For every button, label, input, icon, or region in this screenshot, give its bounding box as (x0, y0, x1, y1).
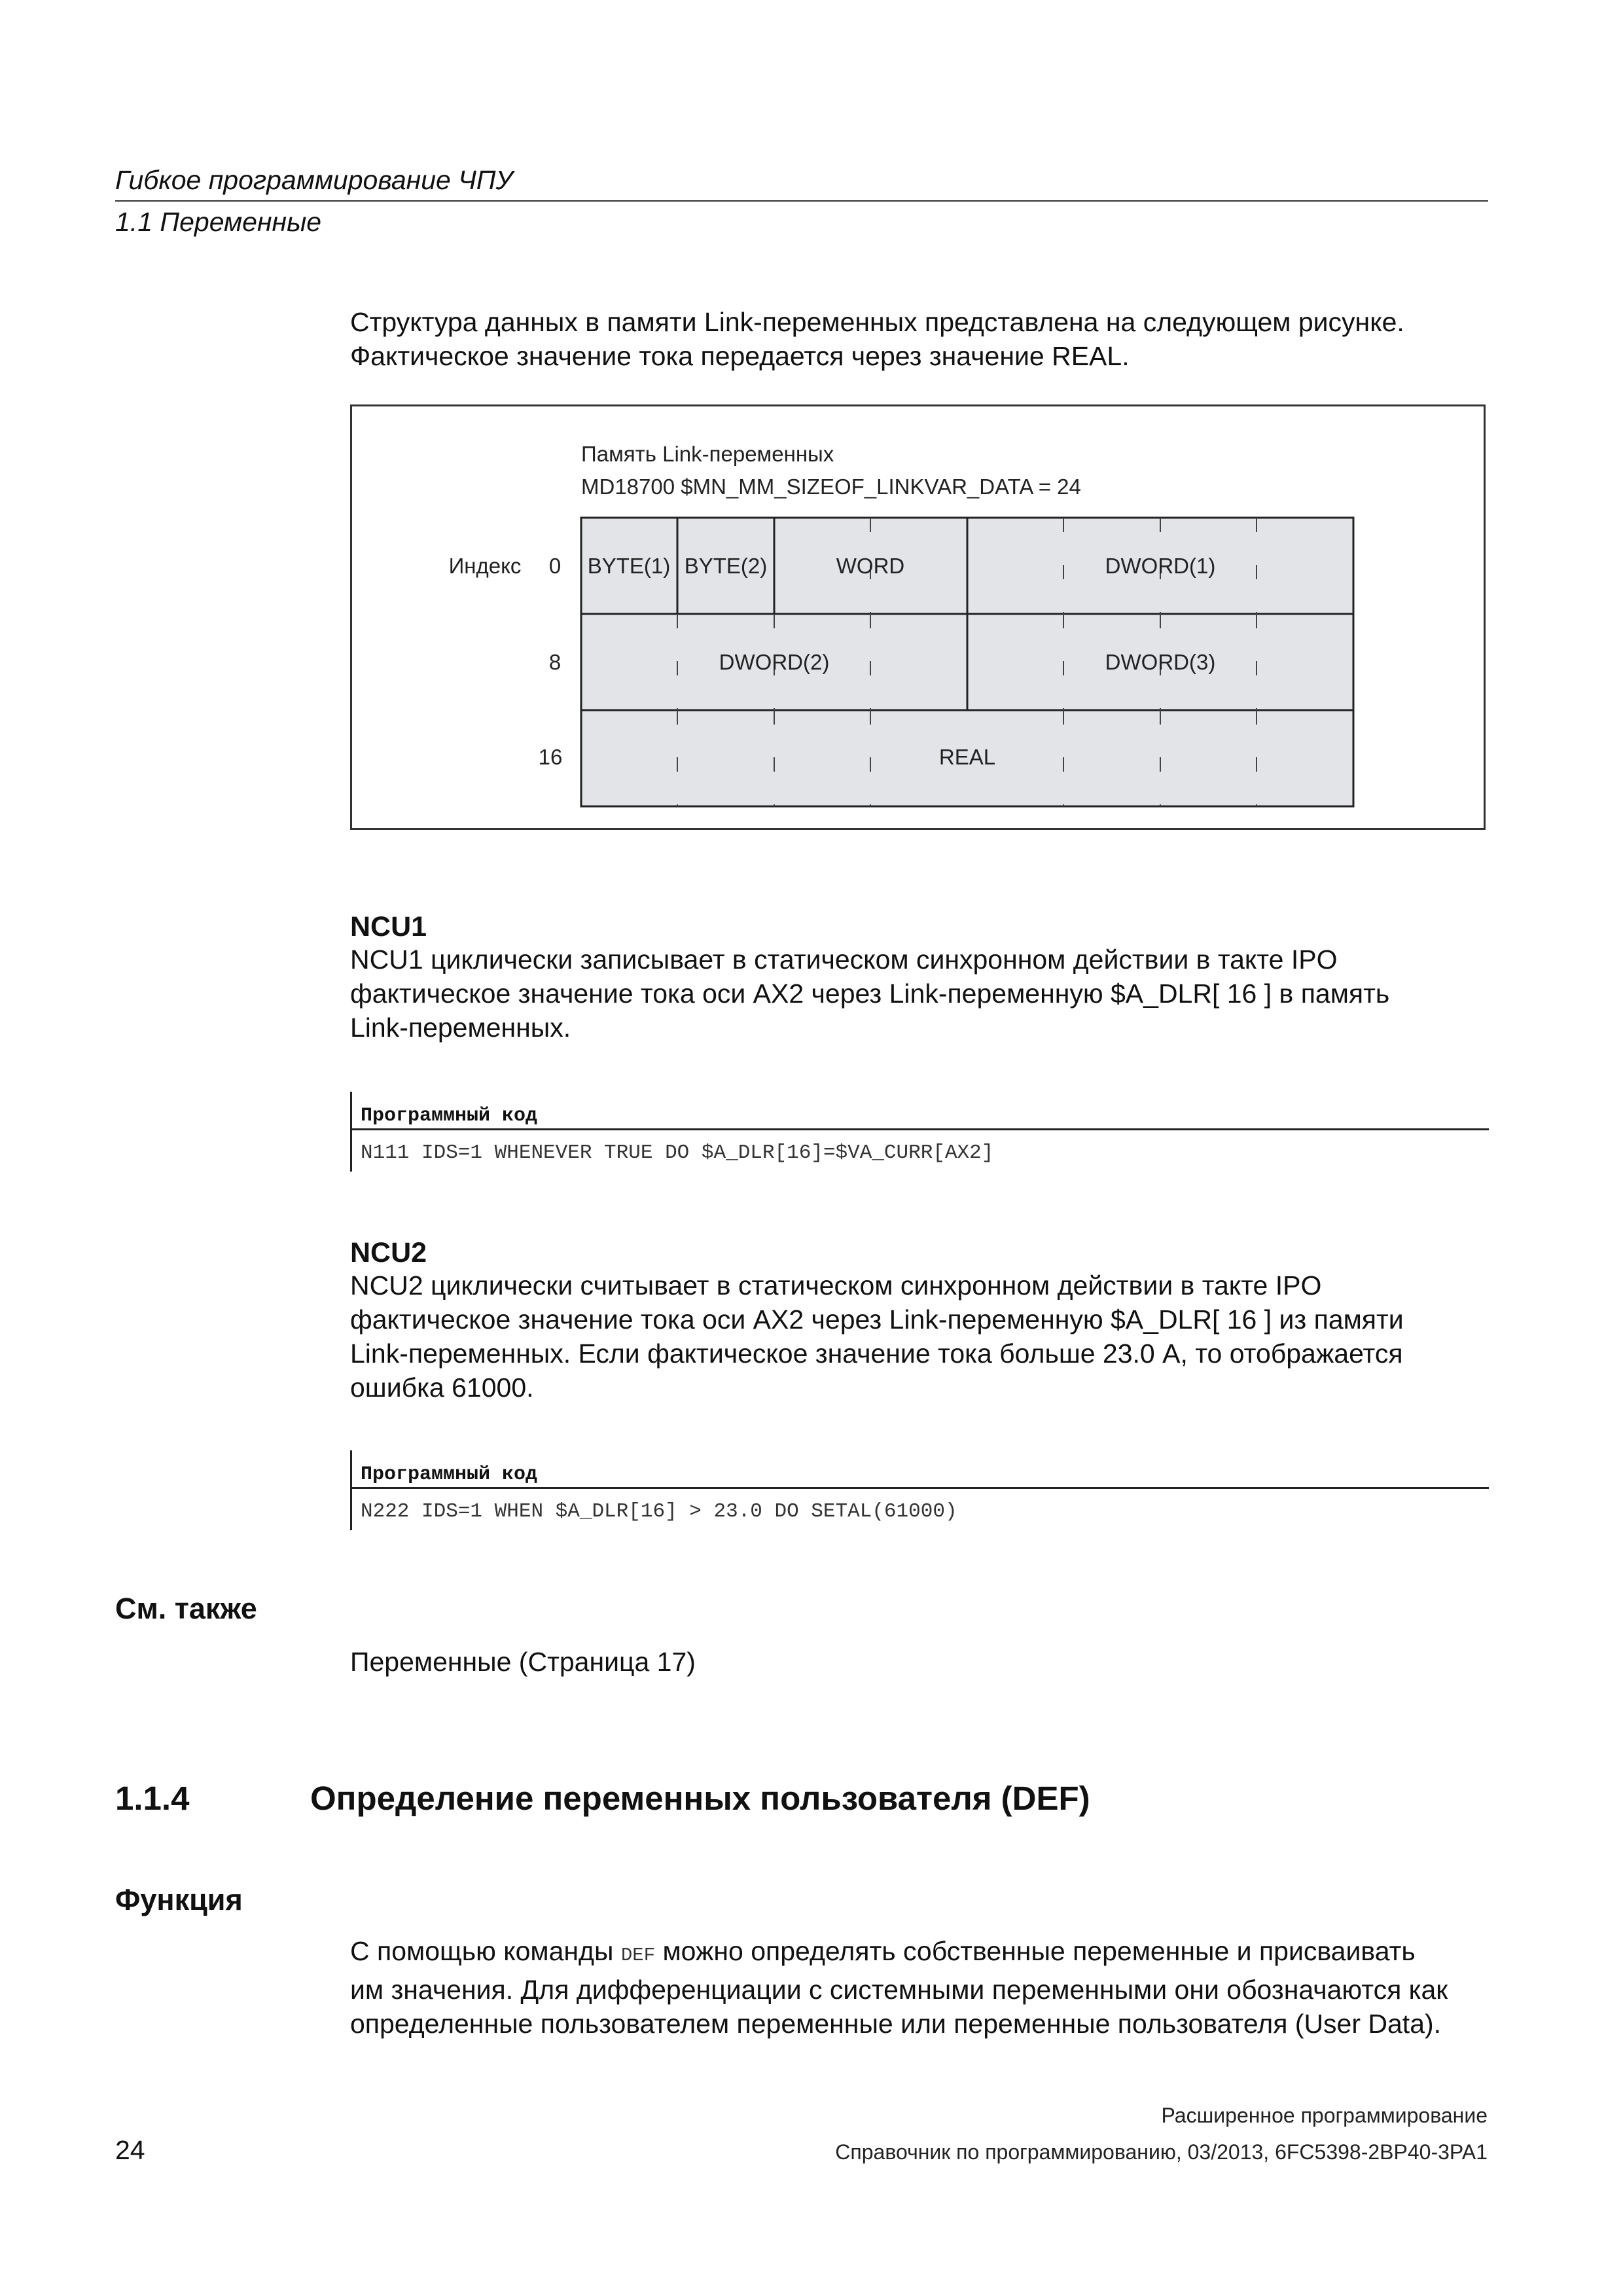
link-memory-figure (350, 404, 1486, 830)
running-header-title: Гибкое программирование ЧПУ (115, 165, 513, 195)
intro-line-1: Структура данных в памяти Link-переменных представлена на следующем рисунке. (350, 307, 1404, 337)
cell-byte2: BYTE(2) (684, 554, 768, 578)
link-memory-diagram (352, 406, 1484, 828)
row-index-8: 8 (548, 650, 562, 674)
code-block-bar (350, 1092, 352, 1172)
index-label: Индекс (448, 554, 522, 578)
figure-md-line: MD18700 $MN_MM_SIZEOF_LINKVAR_DATA = 24 (581, 475, 1081, 499)
ncu2-code-title: Программный код (361, 1463, 538, 1486)
cell-word: WORD (836, 554, 905, 578)
ncu2-line-4: ошибка 61000. (350, 1372, 534, 1403)
ncu2-line-1: NCU2 циклически считывает в статическом синхронном действии в такте IPO (350, 1270, 1322, 1300)
function-paragraph (350, 1934, 1489, 2041)
ncu1-paragraph (350, 942, 1489, 1045)
cell-dword3: DWORD(3) (1105, 650, 1216, 674)
section-number: 1.1.4 (115, 1780, 190, 1817)
header-rule (115, 200, 1488, 202)
def-keyword: DEF (620, 1945, 656, 1966)
code-block-bar (350, 1450, 352, 1530)
code-title-rule (352, 1487, 1489, 1489)
function-line-3: определенные пользователем переменные или переменные пользователя (User Data). (350, 2009, 1442, 2039)
ncu1-code-block (350, 1092, 1489, 1172)
ncu2-code-line: N222 IDS=1 WHEN $A_DLR[16] > 23.0 DO SETAL(61000) (361, 1500, 957, 1523)
running-header-section: 1.1 Переменные (115, 207, 322, 237)
ncu1-line-3: Link-переменных. (350, 1013, 571, 1043)
see-also-link[interactable]: Переменные (Страница 17) (350, 1647, 696, 1677)
section-title: Определение переменных пользователя (DEF) (310, 1780, 1090, 1817)
cell-dword1: DWORD(1) (1105, 554, 1216, 578)
function-line-1 (350, 1934, 1489, 1973)
ncu2-code-block (350, 1450, 1489, 1530)
function-line-1-pre: С помощью команды (350, 1936, 621, 1966)
ncu1-line-1: NCU1 циклически записывает в статическом синхронном действии в такте IPO (350, 944, 1338, 975)
ncu2-heading: NCU2 (350, 1237, 427, 1268)
ncu1-heading: NCU1 (350, 911, 427, 942)
page-number: 24 (115, 2135, 145, 2165)
intro-line-2: Фактическое значение тока передается через значение REAL. (350, 341, 1130, 371)
footer-book-title: Расширенное программирование (1161, 2104, 1488, 2127)
footer-reference: Справочник по программированию, 03/2013, 6FC5398-2BP40-3PA1 (835, 2140, 1488, 2164)
function-line-1-post: можно определять собственные переменные и присваивать (655, 1936, 1416, 1966)
code-title-rule (352, 1128, 1489, 1130)
ncu2-line-2: фактическое значение тока оси AX2 через Link-переменную $A_DLR[ 16 ] из памяти (350, 1304, 1404, 1335)
figure-title: Память Link-переменных (581, 442, 834, 466)
intro-paragraph (350, 305, 1489, 373)
ncu1-line-2: фактическое значение тока оси AX2 через Link-переменную $A_DLR[ 16 ] в память (350, 978, 1390, 1009)
row-index-0: 0 (548, 554, 562, 578)
row-index-16: 16 (538, 745, 563, 769)
function-line-2: им значения. Для дифференциации с системными переменными они обозначаются как (350, 1975, 1448, 2005)
ncu1-code-title: Программный код (361, 1105, 538, 1127)
ncu2-line-3: Link-переменных. Если фактическое значение тока больше 23.0 A, то отображается (350, 1338, 1403, 1369)
cell-real: REAL (938, 745, 996, 769)
ncu2-paragraph (350, 1268, 1489, 1405)
ncu1-code-line: N111 IDS=1 WHENEVER TRUE DO $A_DLR[16]=$VA_CURR[AX2] (361, 1141, 994, 1164)
cell-dword2: DWORD(2) (719, 650, 830, 674)
function-heading: Функция (115, 1883, 243, 1916)
cell-byte1: BYTE(1) (587, 554, 671, 578)
see-also-heading: См. также (115, 1592, 257, 1625)
